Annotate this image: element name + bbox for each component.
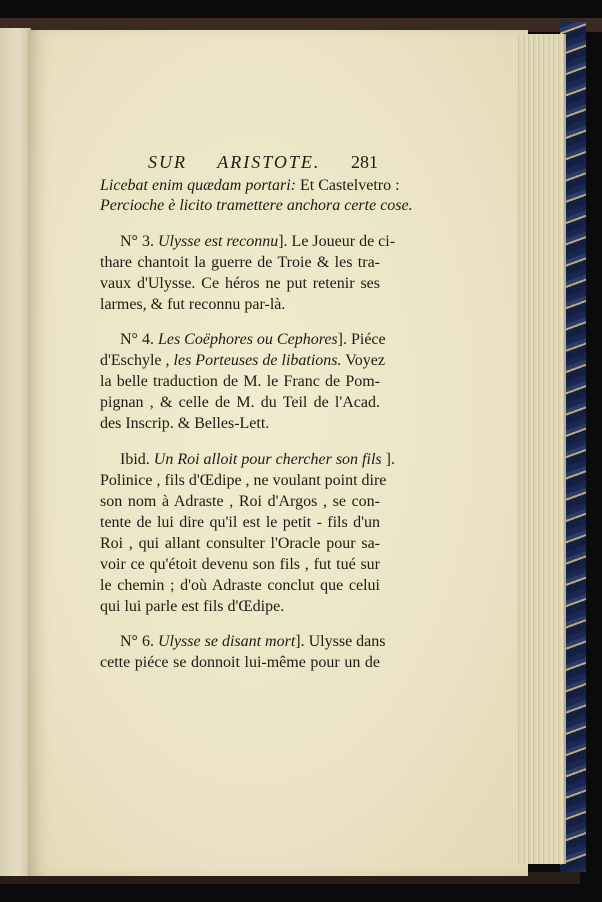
p4-line-7: le chemin ; d'où Adraste conclut que celui [100,577,380,594]
p4-line-5: Roi , qui allant consulter l'Oracle pour sa- [100,535,380,552]
p2-line-3: vaux d'Ulysse. Ce héros ne put retenir ses [100,275,380,292]
p3-line-3: la belle traduction de M. le Franc de Pom- [100,373,380,390]
p2-line-4: larmes, & fut reconnu par-là. [100,296,286,313]
running-header [148,152,378,172]
p4-line-1: Ibid. Un Roi alloit pour chercher son fils ]. [120,451,395,468]
p3-line-2: d'Eschyle , les Porteuses de libations. Voyez [100,352,385,369]
p1-line-1: Licebat enim quædam portari: Et Castelvetro : [100,177,400,194]
p3-line-1: N° 4. Les Coëphores ou Cephores]. Piéce [120,331,386,348]
p4-line-3: son nom à Adraste , Roi d'Argos , se con- [100,493,380,510]
p3-line-5: des Inscrip. & Belles-Lett. [100,415,270,432]
p1-line-2: Percioche è licito trametterе anchora certe cose. [100,197,413,214]
p5-line-1: N° 6. Ulysse se disant mort]. Ulysse dans [120,633,386,650]
p4-line-8: qui lui parle est fils d'Œdipe. [100,598,285,615]
p2-line-1: N° 3. Ulysse est reconnu]. Le Joueur de ci- [120,233,396,250]
p5-line-2: cette piéce se donnoit lui-même pour un de [100,654,380,671]
page-number: 281 [351,152,378,172]
p2-line-2: thare chantoit la guerre de Troie & les tra- [100,254,380,271]
p4-line-4: tente de lui dire qu'il est le petit - fils d'un [100,514,380,531]
p4-line-6: voir ce qu'étoit devenu son fils , fut tué sur [100,556,380,573]
p4-line-2: Polinice , fils d'Œdipe , ne voulant point dire [100,472,387,489]
running-title: SUR ARISTOTE. [148,152,321,172]
p3-line-4: pignan , & celle de M. du Teil de l'Acad. [100,394,380,411]
